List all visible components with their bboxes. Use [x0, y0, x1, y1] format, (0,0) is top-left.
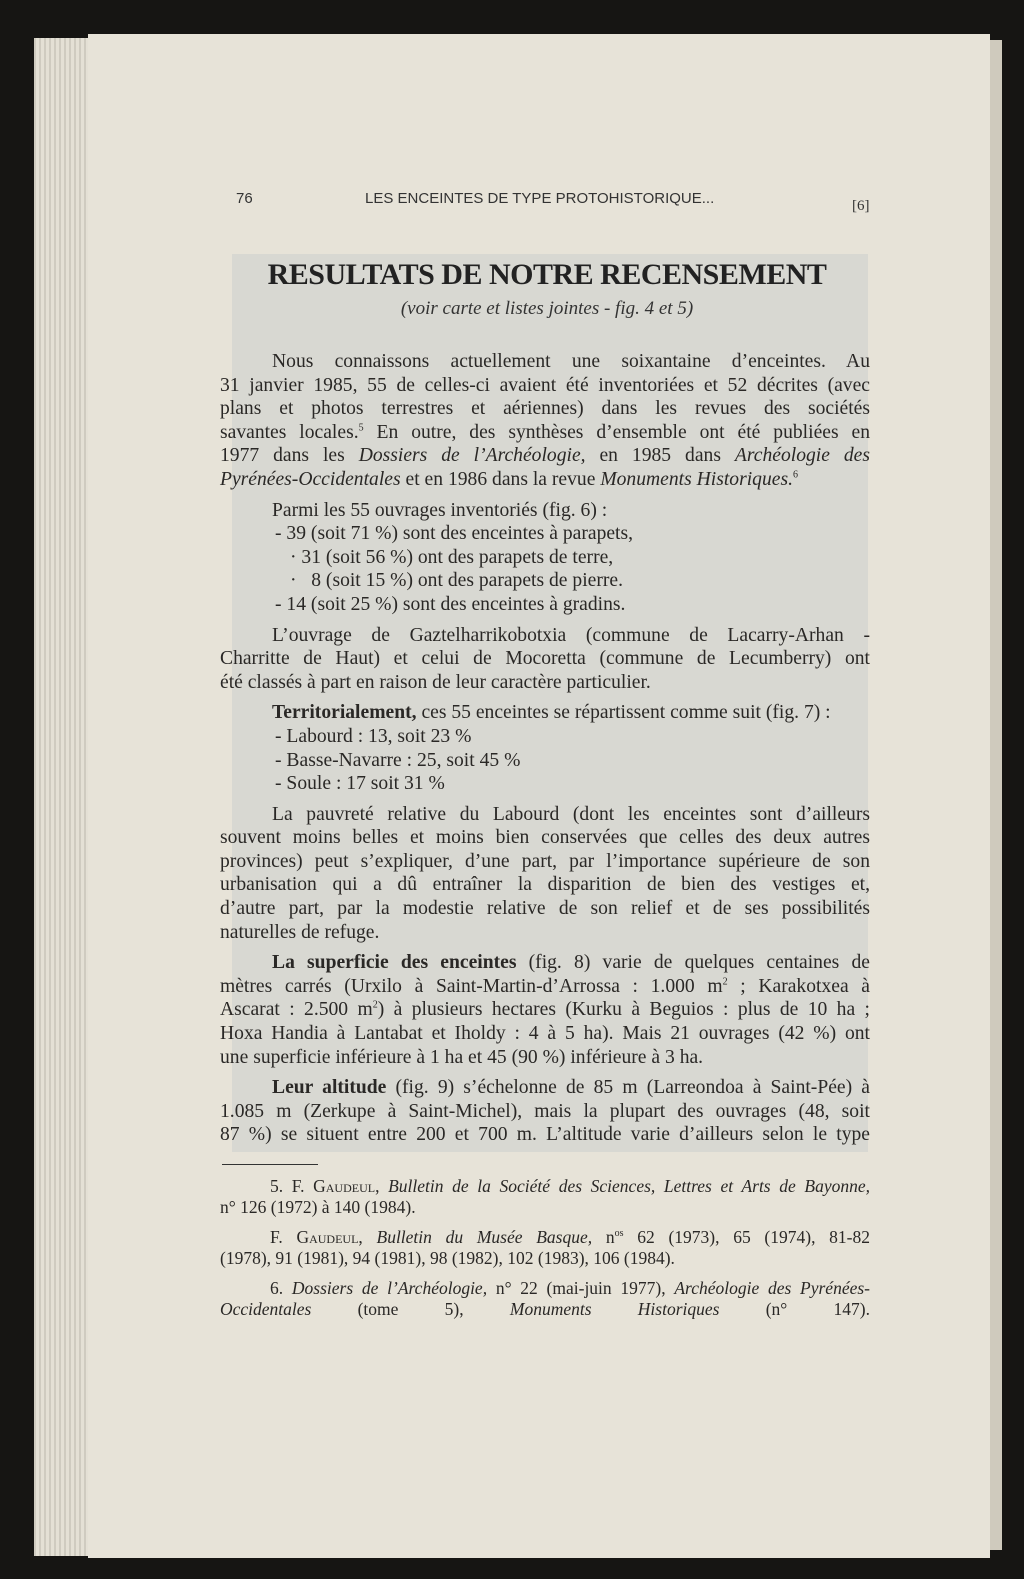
text-line	[220, 1197, 870, 1218]
section-number: [6]	[852, 198, 870, 214]
text-run: - Soule : 17 soit 31 %	[275, 773, 445, 795]
text-line	[220, 1022, 870, 1046]
text-run: savantes locales.	[220, 421, 359, 443]
text-run: L’ouvrage de Gaztelharrikobotxia (commune de Lacarry-Arhan -	[272, 624, 870, 646]
text-run: Ascarat : 2.500 m	[220, 999, 373, 1021]
text-line	[220, 1227, 870, 1248]
text-line	[220, 975, 870, 999]
text-run: ) à plusieurs hectares (Kurku à Beguios : plus de 10 ha ;	[377, 999, 870, 1021]
body-text	[220, 350, 870, 1154]
section-subtitle: (voir carte et listes jointes - fig. 4 et 5)	[400, 298, 694, 319]
text-run: n° 22 (mai-juin 1977),	[487, 1278, 675, 1298]
paragraph	[220, 499, 870, 617]
text-run: Pyrénées-Occidentales	[220, 468, 401, 490]
text-line	[220, 951, 870, 975]
text-run: (1978), 91 (1981), 94 (1981), 98 (1982), 102 (1983), 106 (1984).	[220, 1248, 675, 1268]
footnote	[220, 1227, 870, 1269]
text-run: · 8 (soit 15 %) ont des parapets de pierre.	[290, 570, 623, 592]
text-run: 5. F.	[270, 1176, 314, 1196]
text-line	[220, 897, 870, 921]
text-line	[220, 1046, 870, 1070]
footnote-ref: 6	[792, 469, 798, 481]
text-line	[220, 421, 870, 445]
text-line	[220, 826, 870, 850]
text-line	[220, 374, 870, 398]
text-run: Parmi les 55 ouvrages inventoriés (fig. 6) :	[272, 499, 608, 521]
text-run: La pauvreté relative du Labourd (dont les enceintes sont d’ailleurs	[272, 803, 870, 825]
text-run: Bulletin du Musée Basque,	[376, 1227, 593, 1247]
text-run: Bulletin de la Société des Sciences, Lettres et Arts de Bayonne,	[388, 1176, 870, 1196]
text-line	[220, 1278, 870, 1299]
paragraph	[220, 624, 870, 695]
paragraph	[220, 1076, 870, 1147]
text-run: Charritte de Haut) et celui de Mocoretta (commune de Lecumberry) ont	[220, 648, 870, 670]
text-run: naturelles de refuge.	[220, 921, 380, 943]
text-line	[220, 1076, 870, 1100]
text-line	[220, 1248, 870, 1269]
text-run: Archéologie des	[734, 445, 870, 467]
page-number: 76	[236, 190, 253, 207]
text-run: Archéologie des Pyrénées-	[674, 1278, 871, 1298]
text-line	[220, 1299, 870, 1320]
facing-page-edge	[990, 40, 1002, 1550]
text-run: Hoxa Handia à Lantabat et Iholdy : 4 à 5 ha). Mais 21 ouvrages (42 %) ont	[220, 1023, 870, 1045]
text-run: (tome 5),	[311, 1299, 510, 1319]
text-run: (fig. 8) varie de quelques centaines de	[516, 952, 870, 974]
text-run: 62 (1973), 65 (1974), 81-82	[623, 1227, 870, 1247]
footnotes	[220, 1176, 870, 1329]
text-run: - Labourd : 13, soit 23 %	[275, 725, 472, 747]
text-run: Dossiers de l’Archéologie,	[291, 1278, 488, 1298]
footnote-ref: os	[614, 1228, 624, 1240]
text-run: une superficie inférieure à 1 ha et 45 (90 %) inférieure à 3 ha.	[220, 1046, 704, 1068]
text-run: Occidentales	[220, 1299, 312, 1319]
paragraph	[220, 803, 870, 945]
text-line	[220, 499, 870, 523]
text-run: 31 janvier 1985, 55 de celles-ci avaient été inventoriées et 52 décrites (avec	[220, 374, 870, 396]
footnote-rule	[222, 1164, 318, 1165]
text-run: (n° 147).	[719, 1299, 870, 1319]
text-run: Nous connaissons actuellement une soixantaine d’enceintes. Au	[272, 351, 870, 372]
text-run: provinces) peut s’expliquer, d’une part, par l’importance supérieure de son	[220, 850, 870, 872]
footnote-ref: 5	[358, 422, 364, 434]
text-line	[220, 546, 870, 570]
text-run: Gaudeul	[313, 1176, 376, 1196]
text-run: F.	[270, 1227, 297, 1247]
text-run: mètres carrés (Urxilo à Saint-Martin-d’Arrossa : 1.000 m	[220, 975, 723, 997]
text-run: En outre, des synthèses d’ensemble ont été publiées en	[363, 421, 871, 443]
page-stack-edges	[34, 38, 94, 1556]
text-run: Territorialement,	[272, 702, 417, 724]
text-run: Leur altitude	[272, 1077, 387, 1099]
text-line	[220, 873, 870, 897]
text-run: - 39 (soit 71 %) sont des enceintes à parapets,	[275, 523, 634, 545]
text-line	[220, 803, 870, 827]
section-title: RESULTATS DE NOTRE RECENSEMENT	[267, 258, 827, 291]
text-line	[220, 593, 870, 617]
paragraph	[220, 350, 870, 492]
text-run: La superficie des enceintes	[272, 952, 517, 974]
running-title: LES ENCEINTES DE TYPE PROTOHISTORIQUE...	[365, 190, 715, 207]
text-run: ,	[375, 1176, 389, 1196]
text-run: n° 126 (1972) à 140 (1984).	[220, 1197, 416, 1217]
footnote-ref: 2	[722, 976, 728, 988]
text-line	[220, 522, 870, 546]
text-line	[220, 1100, 870, 1124]
text-run: Gaudeul	[296, 1227, 359, 1247]
text-line	[220, 468, 870, 492]
text-line	[220, 850, 870, 874]
text-run: souvent moins belles et moins bien conservées que celles des deux autres	[220, 827, 870, 849]
footnote	[220, 1278, 870, 1320]
paragraph	[220, 951, 870, 1069]
text-run: ces 55 enceintes se répartissent comme suit (fig. 7) :	[416, 702, 831, 724]
text-run: 1977 dans les	[220, 445, 359, 467]
text-line	[220, 647, 870, 671]
text-run: Dossiers de l’Archéologie,	[358, 445, 586, 467]
text-run: en 1985 dans	[585, 445, 735, 467]
text-line	[220, 569, 870, 593]
text-run: ; Karakotxea à	[727, 975, 870, 997]
text-line	[220, 397, 870, 421]
text-run: - 14 (soit 25 %) sont des enceintes à gradins.	[275, 593, 626, 615]
text-run: 1.085 m (Zerkupe à Saint-Michel), mais la plupart des ouvrages (48, soit	[220, 1100, 870, 1122]
text-run: Monuments Historiques	[509, 1299, 720, 1319]
text-run: d’autre part, par la modestie relative de son relief et de ses possibilités	[220, 898, 870, 920]
text-line	[220, 350, 870, 374]
text-run: ,	[358, 1227, 377, 1247]
text-line	[220, 772, 870, 796]
footnote-ref: 2	[372, 999, 378, 1011]
text-run: et en 1986 dans la revue	[400, 468, 601, 490]
text-line	[220, 701, 870, 725]
text-run: plans et photos terrestres et aériennes) dans les revues des sociétés	[220, 398, 870, 420]
text-line	[220, 1176, 870, 1197]
footnote	[220, 1176, 870, 1218]
text-run: · 31 (soit 56 %) ont des parapets de terre,	[290, 546, 614, 568]
text-run: n	[592, 1227, 615, 1247]
paragraph	[220, 701, 870, 795]
text-line	[220, 624, 870, 648]
text-line	[220, 671, 870, 695]
text-run: (fig. 9) s’échelonne de 85 m (Larreondoa à Saint-Pée) à	[386, 1077, 870, 1099]
text-run: 87 %) se situent entre 200 et 700 m. L’altitude varie d’ailleurs selon le type	[220, 1124, 870, 1146]
text-run: 6.	[270, 1278, 292, 1298]
text-run: été classés à part en raison de leur caractère particulier.	[220, 671, 651, 693]
text-line	[220, 725, 870, 749]
text-line	[220, 998, 870, 1022]
text-line	[220, 444, 870, 468]
text-run: - Basse-Navarre : 25, soit 45 %	[275, 749, 521, 771]
text-run: urbanisation qui a dû entraîner la disparition de bien des vestiges et,	[220, 874, 870, 896]
text-line	[220, 749, 870, 773]
text-line	[220, 921, 870, 945]
text-run: Monuments Historiques.	[600, 468, 793, 490]
text-line	[220, 1123, 870, 1147]
